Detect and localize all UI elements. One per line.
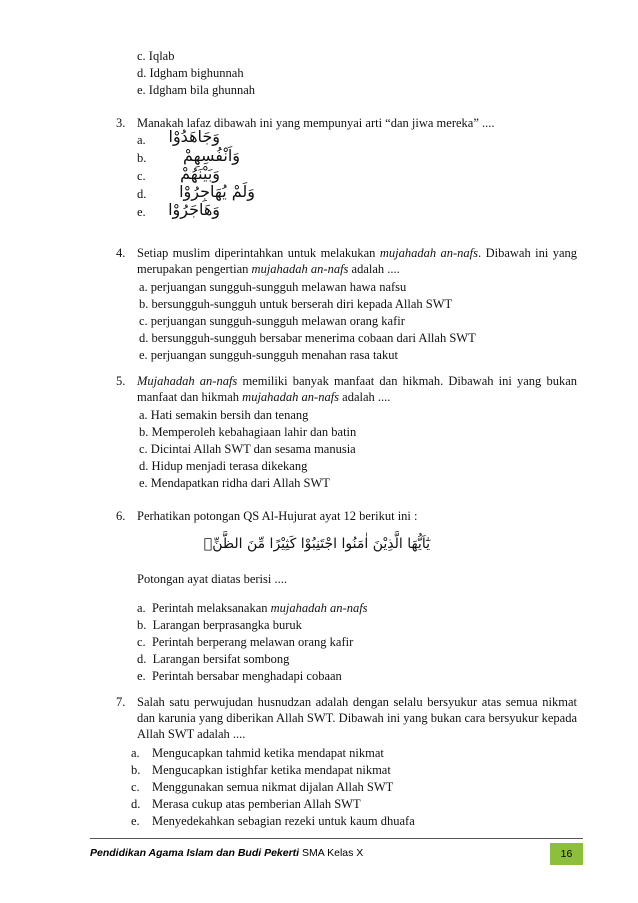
- q7-option-c: c. Menggunakan semua nikmat dijalan Allah SWT: [131, 780, 394, 794]
- q3-option-b-letter: b.: [137, 151, 147, 165]
- q7-option-d: d. Merasa cukup atas pemberian Allah SWT: [131, 797, 361, 811]
- q2-option-d: d. Idgham bighunnah: [137, 66, 244, 80]
- q5-number: 5.: [116, 374, 126, 388]
- q7-text: Salah satu perwujudan husnudzan adalah dengan selalu bersyukur atas semua nikmat dan karunia yang diberikan Allah SWT. Dibawah ini yang bukan cara bersyukur kepada Allah SWT adalah ....: [137, 695, 577, 741]
- q6-option-d: d. Larangan bersifat sombong: [137, 652, 290, 666]
- q3-option-a-arabic: وَجَاهَدُوْا: [168, 127, 220, 146]
- q6-number: 6.: [116, 509, 126, 523]
- q5-option-a: a. Hati semakin bersih dan tenang: [139, 408, 309, 422]
- q5-option-c: c. Dicintai Allah SWT dan sesama manusia: [139, 442, 356, 456]
- q3-text: Manakah lafaz dibawah ini yang mempunyai arti “dan jiwa mereka” ....: [137, 116, 495, 130]
- q4-option-a: a. perjuangan sungguh-sungguh melawan hawa nafsu: [139, 280, 407, 294]
- q2-option-e: e. Idgham bila ghunnah: [137, 83, 256, 97]
- q4-option-c: c. perjuangan sungguh-sungguh melawan orang kafir: [139, 314, 405, 328]
- q4-option-e: e. perjuangan sungguh-sungguh menahan rasa takut: [139, 348, 398, 362]
- q5-option-d: d. Hidup menjadi terasa dikekang: [139, 459, 308, 473]
- q4-option-d: d. bersungguh-sungguh bersabar menerima cobaan dari Allah SWT: [139, 331, 476, 345]
- q7-option-a: a. Mengucapkan tahmid ketika mendapat nikmat: [131, 746, 384, 760]
- q4-text: Setiap muslim diperintahkan untuk melakukan mujahadah an-nafs. Dibawah ini yang merupakan pengertian mujahadah an-nafs adalah ....: [137, 246, 578, 276]
- q3-option-e-arabic: وَهَاجَرُوْا: [168, 200, 220, 219]
- q6-option-a: a. Perintah melaksanakan mujahadah an-nafs: [137, 601, 368, 615]
- q3-option-d-arabic: وَلَمْ يُهَاجِرُوْا: [179, 182, 255, 201]
- q7-option-b: b. Mengucapkan istighfar ketika mendapat nikmat: [131, 763, 391, 777]
- q5-option-e: e. Mendapatkan ridha dari Allah SWT: [139, 476, 330, 490]
- q6-option-e: e. Perintah bersabar menghadapi cobaan: [137, 669, 342, 683]
- q6-text: Perhatikan potongan QS Al-Hujurat ayat 12 berikut ini :: [137, 509, 418, 523]
- page-footer: [90, 843, 583, 865]
- q3-option-e-letter: e.: [137, 205, 146, 219]
- q5-option-b: b. Memperoleh kebahagiaan lahir dan batin: [139, 425, 357, 439]
- q7-option-e: e. Menyedekahkan sebagian rezeki untuk kaum dhuafa: [131, 814, 415, 828]
- q3-option-c-letter: c.: [137, 169, 146, 183]
- q4-option-b: b. bersungguh-sungguh untuk berserah diri kepada Allah SWT: [139, 297, 453, 311]
- footer-title: Pendidikan Agama Islam dan Budi Pekerti SMA Kelas X: [90, 847, 364, 859]
- page-number-badge: 16: [550, 843, 583, 865]
- q6-prompt: Potongan ayat diatas berisi ....: [137, 572, 287, 586]
- q3-number: 3.: [116, 116, 126, 130]
- q6-verse-arabic: يٰٓاَيُّهَا الَّذِيْنَ اٰمَنُوا اجْتَنِبُوْا كَثِيْرًا مِّنَ الظَّنِّۖ: [203, 536, 430, 552]
- footer-rule: [90, 838, 583, 839]
- q2-option-c: c. Iqlab: [137, 49, 175, 63]
- q5-text: Mujahadah an-nafs memiliki banyak manfaat dan hikmah. Dibawah ini yang bukan manfaat dan hikmah mujahadah an-nafs adalah ....: [137, 374, 577, 404]
- q3-option-c-arabic: وَبَيْنَهُمْ: [180, 164, 220, 183]
- q3-option-a-letter: a.: [137, 133, 146, 147]
- q4-number: 4.: [116, 246, 126, 260]
- q3-option-b-arabic: وَاَنْفُسِهِمْ: [182, 146, 240, 165]
- q6-option-b: b. Larangan berprasangka buruk: [137, 618, 302, 632]
- q7-number: 7.: [116, 695, 126, 709]
- q6-option-c: c. Perintah berperang melawan orang kafir: [137, 635, 354, 649]
- q3-option-d-letter: d.: [137, 187, 147, 201]
